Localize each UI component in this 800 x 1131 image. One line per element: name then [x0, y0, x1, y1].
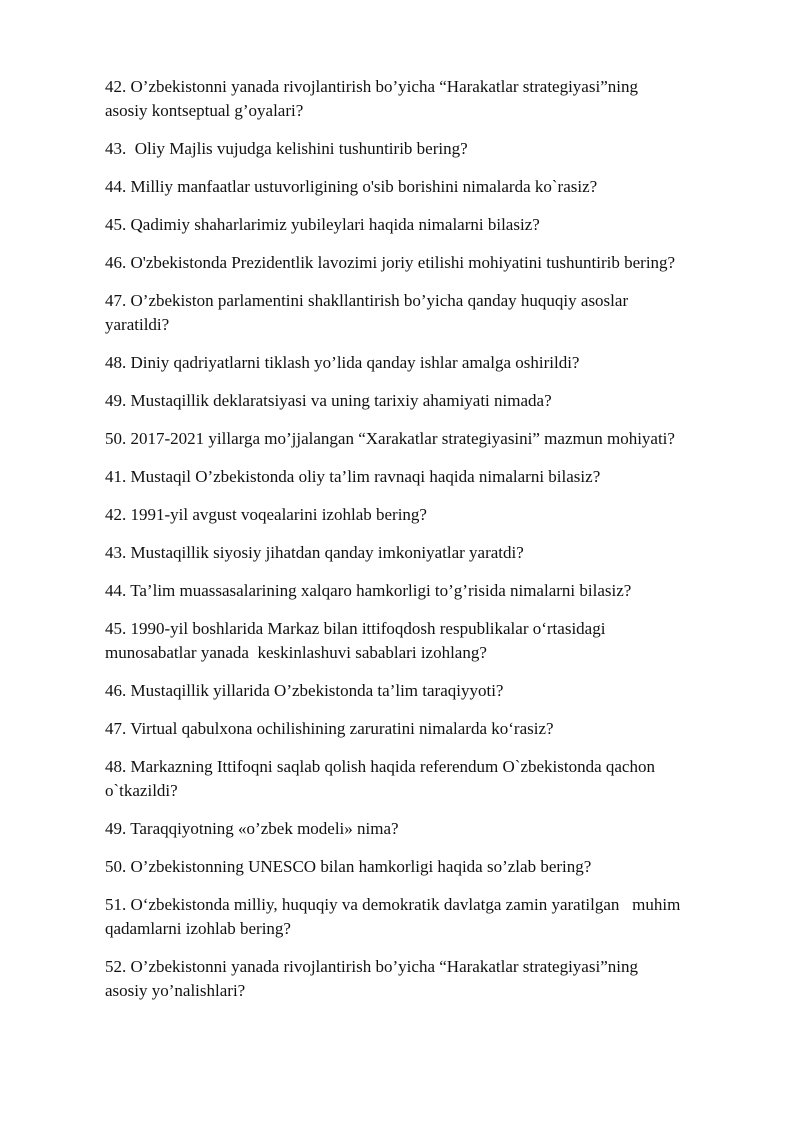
question-item: 43. Oliy Majlis vujudga kelishini tushuntirib bering?: [105, 139, 468, 158]
question-item: 49. Taraqqiyotning «o’zbek modeli» nima?: [105, 819, 399, 838]
question-list: [105, 75, 755, 1017]
question-item: 48. Diniy qadriyatlarni tiklash yo’lida qanday ishlar amalga oshirildi?: [105, 353, 580, 372]
question-item: 42. 1991-yil avgust voqealarini izohlab bering?: [105, 505, 427, 524]
question-item: 44. Ta’lim muassasalarining xalqaro hamkorligi to’g’risida nimalarni bilasiz?: [105, 581, 632, 600]
question-item: 52. O’zbekistonni yanada rivojlantirish bo’yicha “Harakatlar strategiyasi”ning asosiy yo’nalishlari?: [105, 957, 638, 1000]
question-item: 47. Virtual qabulxona ochilishining zaruratini nimalarda ko‘rasiz?: [105, 719, 554, 738]
question-item: 41. Mustaqil O’zbekistonda oliy ta’lim ravnaqi haqida nimalarni bilasiz?: [105, 467, 601, 486]
question-item: 51. O‘zbekistonda milliy, huquqiy va demokratik davlatga zamin yaratilgan muhim qadamlarni izohlab bering?: [105, 895, 681, 938]
question-item: 45. 1990-yil boshlarida Markaz bilan ittifoqdosh respublikalar o‘rtasidagi munosabatlar yanada keskinlashuvi sabablari izohlang?: [105, 619, 606, 662]
question-item: 42. O’zbekistonni yanada rivojlantirish bo’yicha “Harakatlar strategiyasi”ning asosiy kontseptual g’oyalari?: [105, 77, 638, 120]
question-item: 50. 2017-2021 yillarga mo’jjalangan “Xarakatlar strategiyasini” mazmun mohiyati?: [105, 429, 675, 448]
question-item: 43. Mustaqillik siyosiy jihatdan qanday imkoniyatlar yaratdi?: [105, 543, 524, 562]
question-item: 46. O'zbekistonda Prezidentlik lavozimi joriy etilishi mohiyatini tushuntirib bering?: [105, 253, 676, 272]
question-item: 46. Mustaqillik yillarida O’zbekistonda ta’lim taraqiyyoti?: [105, 681, 504, 700]
question-item: 50. O’zbekistonning UNESCO bilan hamkorligi haqida so’zlab bering?: [105, 857, 592, 876]
question-item: 47. O’zbekiston parlamentini shakllantirish bo’yicha qanday huquqiy asoslar yaratildi?: [105, 291, 629, 334]
question-item: 44. Milliy manfaatlar ustuvorligining o'sib borishini nimalarda ko`rasiz?: [105, 177, 598, 196]
question-item: 48. Markazning Ittifoqni saqlab qolish haqida referendum O`zbekistonda qachon o`tkazildi?: [105, 757, 655, 800]
question-item: 49. Mustaqillik deklaratsiyasi va uning tarixiy ahamiyati nimada?: [105, 391, 552, 410]
question-item: 45. Qadimiy shaharlarimiz yubileylari haqida nimalarni bilasiz?: [105, 215, 540, 234]
